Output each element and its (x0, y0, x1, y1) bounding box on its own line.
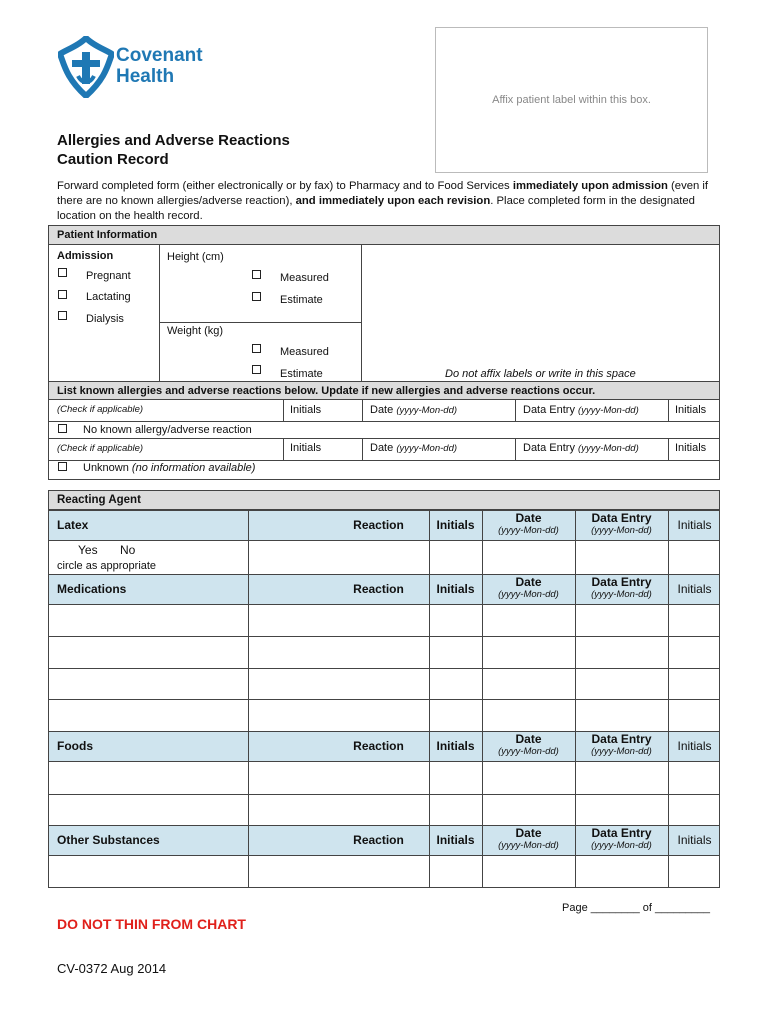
date-header-2: Date (370, 442, 394, 454)
form-id: CV-0372 Aug 2014 (57, 961, 167, 976)
latex-label: Latex (57, 518, 89, 532)
reaction-header-2: Reaction (353, 582, 404, 596)
patient-label-box (435, 27, 708, 173)
page-number-field: Page ________ of _________ (562, 902, 711, 914)
height-label: Height (cm) (167, 251, 224, 263)
unknown-label: Unknown (83, 462, 129, 474)
height-measured-label: Measured (280, 272, 329, 284)
initials-header-r4: Initials (436, 833, 475, 847)
height-estimate-label: Estimate (280, 294, 323, 306)
reacting-agent-heading: Reacting Agent (49, 491, 719, 510)
initials-header-r2b: Initials (677, 582, 712, 596)
medications-label: Medications (57, 582, 127, 596)
reacting-agent-table: Reacting Agent Latex Reaction Initials Date (yyyy-Mon-dd) Data Entry (yyyy-Mon-dd) Initials Yes No circle as appropriate Medications Reaction Initials Date (yyyy-Mon-dd) Data Entry (yyyy-Mon-dd) Initials Foods Reaction Initials Date (yyyy-Mon-dd) Data Entry (yyyy-Mon-dd) Initials Other Substances Reaction Initials Date (yyyy-Mon-dd) Data Entry (yyyy-Mon-dd) Initials (48, 490, 720, 888)
check-if-applicable-2: (Check if applicable) (57, 443, 144, 454)
initials-header-r1b: Initials (677, 518, 712, 532)
label-hint: Affix patient label within this box. (492, 94, 651, 106)
form-title: Allergies and Adverse Reactions Caution Record (57, 132, 290, 168)
do-not-thin-warning: DO NOT THIN FROM CHART (57, 916, 246, 932)
initials-header-r4b: Initials (677, 833, 712, 847)
check-if-applicable-1: (Check if applicable) (57, 404, 144, 415)
reaction-header-1: Reaction (353, 518, 404, 532)
height-estimate-checkbox[interactable] (252, 292, 261, 301)
other-substances-label: Other Substances (57, 833, 160, 847)
logo-text: Covenant Health (116, 45, 203, 87)
initials-header-r3b: Initials (677, 739, 712, 753)
latex-no[interactable]: No (120, 543, 136, 557)
initials-header-r2: Initials (436, 582, 475, 596)
pregnant-label: Pregnant (86, 270, 131, 282)
initials-header-r1: Initials (436, 518, 475, 532)
known-allergies-heading: List known allergies and adverse reactions below. Update if new allergies and adverse reactions occur. (49, 382, 719, 400)
weight-label: Weight (kg) (167, 325, 224, 337)
lactating-checkbox[interactable] (58, 290, 67, 299)
patient-information-heading: Patient Information (49, 226, 719, 245)
data-entry-header-2: Data Entry (523, 442, 575, 454)
initials-header-2b: Initials (675, 442, 707, 454)
no-known-allergy-checkbox[interactable] (58, 424, 67, 433)
data-entry-header-1: Data Entry (523, 404, 575, 416)
pregnant-checkbox[interactable] (58, 268, 67, 277)
weight-estimate-checkbox[interactable] (252, 365, 261, 374)
dialysis-checkbox[interactable] (58, 311, 67, 320)
admission-label: Admission (57, 250, 114, 262)
known-allergies-section: List known allergies and adverse reactions below. Update if new allergies and adverse reactions occur. (Check if applicable) Initials Date (yyyy-Mon-dd) Data Entry (yyyy-Mon-dd) Initials No known allergy/adverse reaction (Check if applicable) Initials Date (yyyy-Mon-dd) Data Entry (yyyy-Mon-dd) Initials Unknown (no information available) (48, 382, 720, 480)
lactating-label: Lactating (86, 291, 131, 303)
cross-emblem-icon (58, 36, 114, 98)
reaction-header-3: Reaction (353, 739, 404, 753)
unknown-checkbox[interactable] (58, 462, 67, 471)
weight-measured-label: Measured (280, 346, 329, 358)
dialysis-label: Dialysis (86, 313, 124, 325)
initials-header-r3: Initials (436, 739, 475, 753)
weight-measured-checkbox[interactable] (252, 344, 261, 353)
weight-estimate-label: Estimate (280, 368, 323, 380)
date-header-1: Date (370, 404, 394, 416)
initials-header-2: Initials (290, 442, 322, 454)
circle-instruction: circle as appropriate (57, 560, 157, 572)
patient-information-section (48, 225, 720, 382)
no-known-allergy-label: No known allergy/adverse reaction (83, 424, 252, 436)
latex-yes[interactable]: Yes (78, 543, 98, 557)
no-write-notice: Do not affix labels or write in this space (445, 368, 636, 380)
instructions: Forward completed form (either electronically or by fax) to Pharmacy and to Food Services immediately upon admission (even if there are no known allergies/adverse reaction), and immediately upon each revision. Place completed form in the designated location on the health record. (57, 180, 709, 222)
initials-header-1b: Initials (675, 404, 707, 416)
height-measured-checkbox[interactable] (252, 270, 261, 279)
initials-header-1: Initials (290, 404, 322, 416)
reaction-header-4: Reaction (353, 833, 404, 847)
foods-label: Foods (57, 739, 93, 753)
